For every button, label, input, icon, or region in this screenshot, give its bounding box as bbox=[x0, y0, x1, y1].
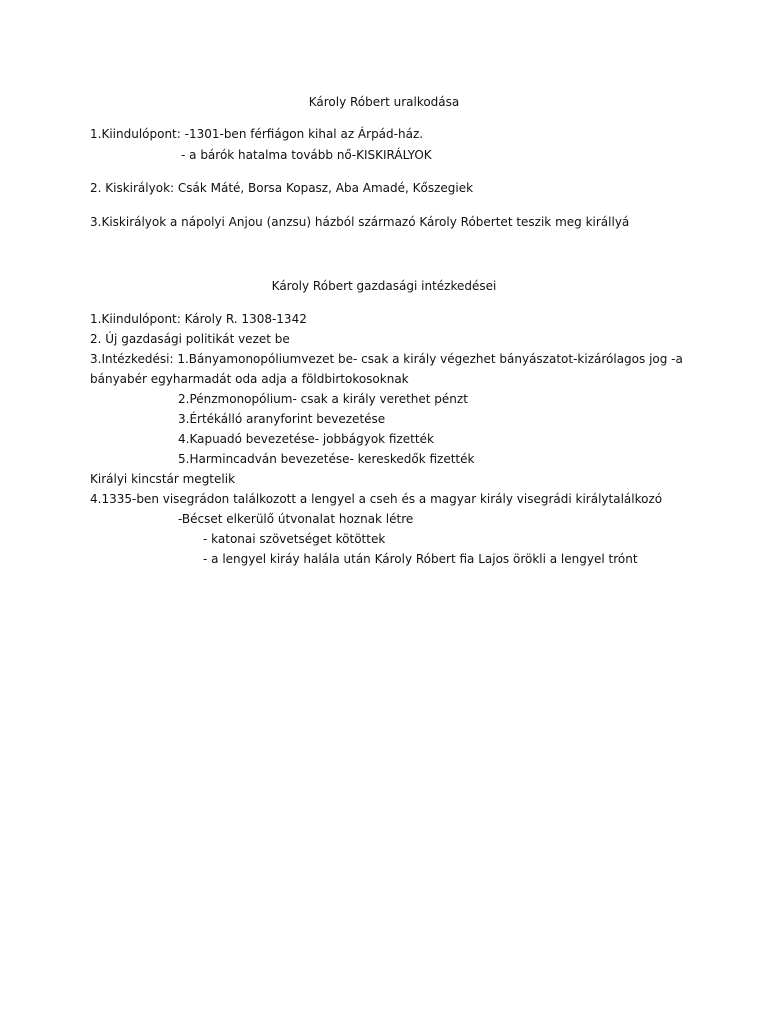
s1-line-3: 2. Kiskirályok: Csák Máté, Borsa Kopasz, Aba Amadé, Kőszegiek bbox=[90, 181, 474, 195]
s2-line-12: - katonai szövetséget kötöttek bbox=[203, 532, 386, 546]
s1-line-2: - a bárók hatalma tovább nő-KISKIRÁLYOK bbox=[181, 148, 432, 162]
s2-line-3: 3.Intézkedési: 1.Bányamonopóliumvezet be- csak a király végezhet bányászatot-kizárólagos jog -a bbox=[90, 352, 683, 366]
s2-line-10: 4.1335-ben visegrádon találkozott a lengyel a cseh és a magyar király visegrádi királytalálkozó bbox=[90, 492, 663, 506]
s2-line-5: 2.Pénzmonopólium- csak a király verethet pénzt bbox=[178, 392, 468, 406]
s2-line-13: - a lengyel kiráy halála után Károly Róbert fia Lajos örökli a lengyel trónt bbox=[203, 552, 638, 566]
s1-line-4: 3.Kiskirályok a nápolyi Anjou (anzsu) házból származó Károly Róbertet teszik meg királlyá bbox=[90, 215, 630, 229]
s2-line-6: 3.Értékálló aranyforint bevezetése bbox=[178, 412, 386, 426]
s2-line-4: bányabér egyharmadát oda adja a földbirtokosoknak bbox=[90, 372, 409, 386]
s2-line-9: Királyi kincstár megtelik bbox=[90, 472, 236, 486]
section-2-title: Károly Róbert gazdasági intézkedései bbox=[271, 279, 497, 293]
s2-line-8: 5.Harmincadván bevezetése- kereskedők fizették bbox=[178, 452, 475, 466]
s2-line-1: 1.Kiindulópont: Károly R. 1308-1342 bbox=[90, 312, 307, 326]
section-1-title: Károly Róbert uralkodása bbox=[308, 95, 460, 109]
s2-line-11: -Bécset elkerülő útvonalat hoznak létre bbox=[178, 512, 414, 526]
s2-line-2: 2. Új gazdasági politikát vezet be bbox=[90, 332, 290, 346]
s2-line-7: 4.Kapuadó bevezetése- jobbágyok fizették bbox=[178, 432, 434, 446]
s1-line-1: 1.Kiindulópont: -1301-ben férfiágon kihal az Árpád-ház. bbox=[90, 127, 424, 141]
